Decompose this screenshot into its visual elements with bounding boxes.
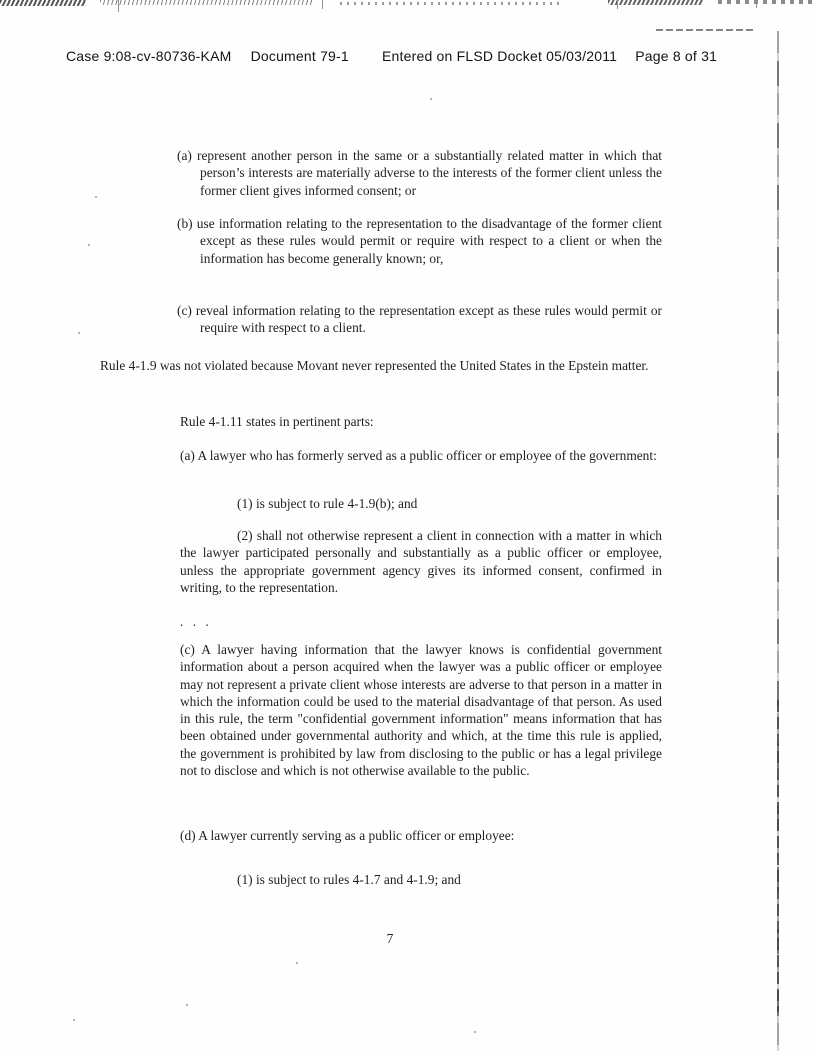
scan-artifact-tick (617, 0, 618, 9)
scan-speck (296, 962, 298, 964)
scan-artifact-tick (118, 0, 119, 12)
rule-4111-quote-item-a1: (1) is subject to rule 4-1.9(b); and (237, 496, 418, 511)
scan-speck (430, 98, 432, 100)
scan-artifact-hatch (0, 0, 86, 6)
rule-4111-quote-item-d1: (1) is subject to rules 4-1.7 and 4-1.9; and (237, 872, 461, 887)
docket-entered-date: Entered on FLSD Docket 05/03/2011 (382, 48, 618, 64)
scan-artifact-vertical-line-dark (777, 700, 779, 1012)
paragraph-rule-419-not-violated: Rule 4-1.9 was not violated because Movant never represented the United States in the Epstein matter. (100, 358, 649, 373)
rule-419-quote-item-b: (b) use information relating to the representation to the disadvantage of the former client except as these rules would permit or require with respect to a client or when the information has become generally known; or, (177, 216, 662, 266)
scan-artifact-tick (322, 0, 323, 9)
scan-speck (88, 244, 90, 246)
rule-4111-quote-item-a2: (2) shall not otherwise represent a client in connection with a matter in which the lawyer participated personally and substantially as a public officer or employee, unless the appropriate government agency gives its informed consent, confirmed in writing, to the representation. (180, 528, 662, 595)
scan-speck (474, 1031, 476, 1033)
docket-stamp (66, 48, 717, 64)
rule-4111-quote-item-a: (a) A lawyer who has formerly served as a public officer or employee of the government: (180, 448, 657, 463)
rule-4111-quote-item-c: (c) A lawyer having information that the lawyer knows is confidential government information about a person acquired when the lawyer was a public officer or employee may not represent a private client whose interests are adverse to that person in a matter in which the information could be used to the material disadvantage of that person. As used in this rule, the term "confidential government information" means information that has been obtained under governmental authority and which, at the time this rule is applied, the government is prohibited by law from disclosing to the public or has a legal privilege not to disclose and which is not otherwise available to the public. (180, 642, 662, 779)
scan-speck (78, 332, 80, 334)
case-number: Case 9:08-cv-80736-KAM (66, 48, 232, 64)
rule-4111-intro: Rule 4-1.11 states in pertinent parts: (180, 414, 374, 429)
rule-419-quote-item-c: (c) reveal information relating to the representation except as these rules would permit or require with respect to a client. (177, 303, 662, 336)
page-x-of-y: Page 8 of 31 (635, 48, 718, 64)
document-number: Document 79-1 (250, 48, 349, 64)
scan-artifact-dashed-line (656, 29, 756, 31)
page-number: 7 (386, 931, 394, 946)
scan-artifact-dots (340, 2, 560, 5)
scan-artifact-dashes (718, 0, 816, 4)
scan-speck (95, 196, 97, 198)
rule-419-quote-item-a: (a) represent another person in the same or a substantially related matter in which that person’s interests are materially adverse to the interests of the former client unless the former client gives informed consent; or (177, 148, 662, 198)
ellipsis-omission: . . . (180, 614, 212, 629)
scan-artifact-tick (756, 0, 757, 8)
scan-artifact-hatch (608, 0, 703, 5)
scan-speck (186, 1004, 188, 1006)
rule-4111-quote-item-d: (d) A lawyer currently serving as a public officer or employee: (180, 828, 515, 843)
scan-speck (73, 1019, 75, 1021)
scan-artifact-hatch (100, 0, 312, 5)
